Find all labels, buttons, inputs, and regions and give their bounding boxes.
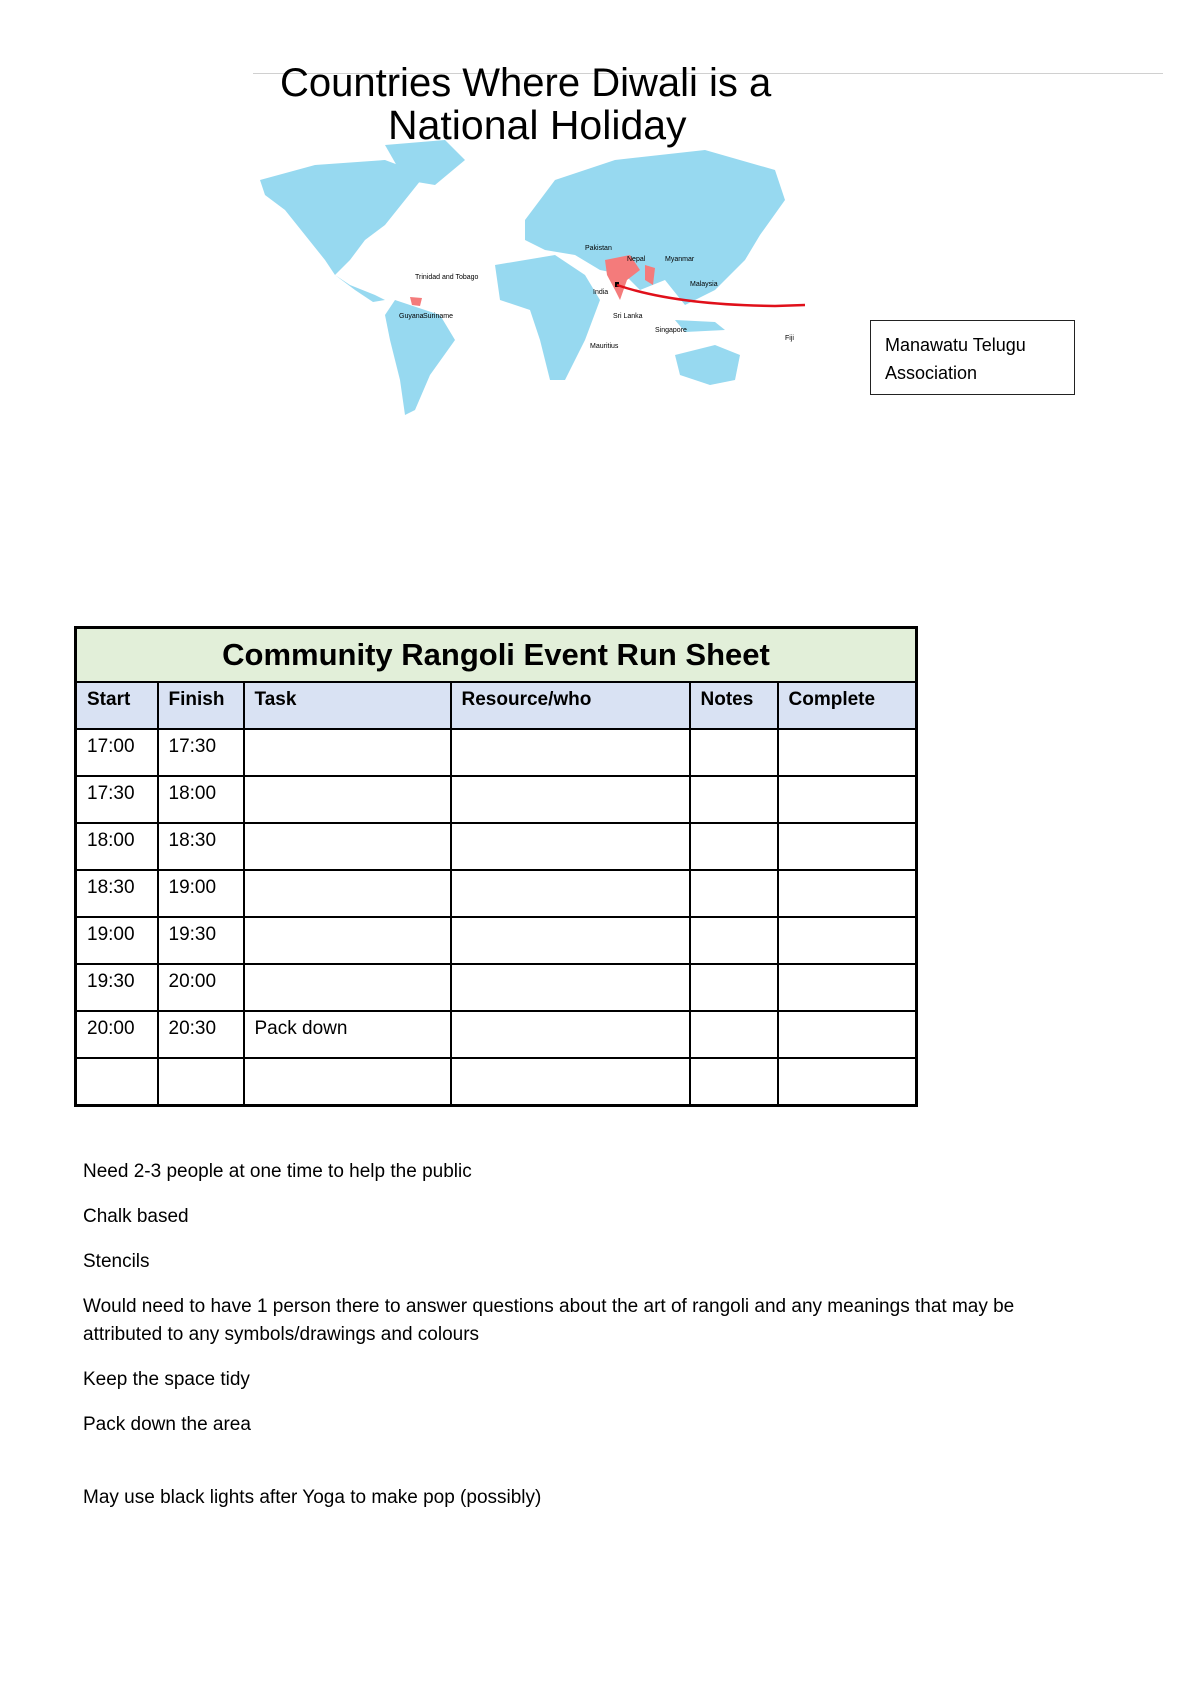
column-header: Start — [76, 682, 158, 729]
table-cell[interactable]: Pack down — [244, 1011, 451, 1058]
column-header: Finish — [158, 682, 244, 729]
table-row — [76, 964, 917, 1011]
table-cell[interactable]: 20:30 — [158, 1011, 244, 1058]
table-cell[interactable] — [778, 964, 917, 1011]
table-header-row — [76, 682, 917, 729]
map-label: Mauritius — [590, 343, 619, 350]
table-cell[interactable] — [451, 729, 690, 776]
column-header: Task — [244, 682, 451, 729]
table-cell[interactable]: 19:00 — [158, 870, 244, 917]
table-cell[interactable] — [778, 917, 917, 964]
australia — [675, 345, 740, 385]
table-cell[interactable] — [451, 917, 690, 964]
map-title-line1: Countries Where Diwali is a — [280, 61, 772, 105]
map-label: Malaysia — [690, 281, 718, 288]
table-cell[interactable] — [244, 729, 451, 776]
table-cell[interactable] — [690, 776, 778, 823]
table-title: Community Rangoli Event Run Sheet — [76, 628, 917, 683]
africa — [495, 255, 600, 380]
table-row — [76, 870, 917, 917]
table-row — [76, 1011, 917, 1058]
run-sheet-table — [74, 626, 918, 1107]
column-header: Notes — [690, 682, 778, 729]
table-cell[interactable] — [451, 823, 690, 870]
table-cell[interactable] — [778, 1058, 917, 1106]
table-cell[interactable]: 20:00 — [158, 964, 244, 1011]
note-line: Keep the space tidy — [83, 1369, 250, 1390]
map-label: Pakistan — [585, 245, 612, 252]
map-label: Fiji — [785, 335, 794, 342]
guyana-suriname — [410, 297, 422, 306]
map-label: Suriname — [423, 313, 453, 320]
map-label: Sri Lanka — [613, 313, 643, 320]
table-cell[interactable] — [451, 1058, 690, 1106]
table-row — [76, 823, 917, 870]
table-cell[interactable]: 17:30 — [76, 776, 158, 823]
table-cell[interactable]: 19:30 — [76, 964, 158, 1011]
central-america — [335, 275, 385, 302]
map-label: Trinidad and Tobago — [415, 274, 479, 281]
map-title-line2: National Holiday — [388, 102, 687, 148]
table-cell[interactable]: 17:30 — [158, 729, 244, 776]
north-america — [260, 160, 425, 275]
note-line: Stencils — [83, 1251, 150, 1272]
table-cell[interactable] — [244, 870, 451, 917]
map-label: Nepal — [627, 256, 646, 263]
table-cell[interactable] — [778, 870, 917, 917]
table-cell[interactable] — [690, 964, 778, 1011]
table-cell[interactable]: 19:30 — [158, 917, 244, 964]
note-line: Need 2-3 people at one time to help the public — [83, 1161, 472, 1182]
table-cell[interactable] — [778, 776, 917, 823]
table-cell[interactable]: 18:00 — [76, 823, 158, 870]
table-cell[interactable] — [778, 823, 917, 870]
column-header: Resource/who — [451, 682, 690, 729]
map-label: India — [593, 289, 609, 296]
table-cell[interactable] — [244, 776, 451, 823]
table-cell[interactable] — [690, 917, 778, 964]
column-header: Complete — [778, 682, 917, 729]
map-label: Guyana — [399, 313, 424, 320]
table-cell[interactable] — [451, 776, 690, 823]
table-cell[interactable] — [244, 964, 451, 1011]
table-cell[interactable] — [690, 870, 778, 917]
table-cell[interactable]: 17:00 — [76, 729, 158, 776]
table-cell[interactable] — [690, 1011, 778, 1058]
notes-section — [83, 1158, 1023, 1529]
table-row — [76, 1058, 917, 1106]
table-row — [76, 776, 917, 823]
table-cell[interactable] — [451, 870, 690, 917]
map-label: Myanmar — [665, 256, 695, 263]
note-line: Would need to have 1 person there to answer questions about the art of rangoli and any meanings that may be attributed to any symbols/drawings and colours — [83, 1296, 1015, 1345]
table-cell[interactable] — [244, 917, 451, 964]
table-cell[interactable] — [778, 729, 917, 776]
note-line: Chalk based — [83, 1206, 189, 1227]
note-line: Pack down the area — [83, 1414, 251, 1435]
table-cell[interactable] — [244, 823, 451, 870]
world-map — [255, 140, 875, 440]
callout-box: Manawatu Telugu Association — [870, 320, 1075, 395]
table-cell[interactable] — [158, 1058, 244, 1106]
table-cell[interactable] — [690, 823, 778, 870]
table-cell[interactable]: 20:00 — [76, 1011, 158, 1058]
table-cell[interactable]: 18:30 — [76, 870, 158, 917]
continents — [260, 140, 785, 415]
table-cell[interactable] — [244, 1058, 451, 1106]
table-cell[interactable]: 18:00 — [158, 776, 244, 823]
note-line: May use black lights after Yoga to make pop (possibly) — [83, 1487, 542, 1508]
table-cell[interactable] — [690, 729, 778, 776]
table-row — [76, 729, 917, 776]
table-cell[interactable]: 18:30 — [158, 823, 244, 870]
map-label: Singapore — [655, 327, 687, 334]
table-cell[interactable] — [451, 1011, 690, 1058]
table-cell[interactable] — [76, 1058, 158, 1106]
table-cell[interactable] — [451, 964, 690, 1011]
table-cell[interactable] — [778, 1011, 917, 1058]
table-cell[interactable] — [690, 1058, 778, 1106]
table-cell[interactable]: 19:00 — [76, 917, 158, 964]
table-row — [76, 917, 917, 964]
